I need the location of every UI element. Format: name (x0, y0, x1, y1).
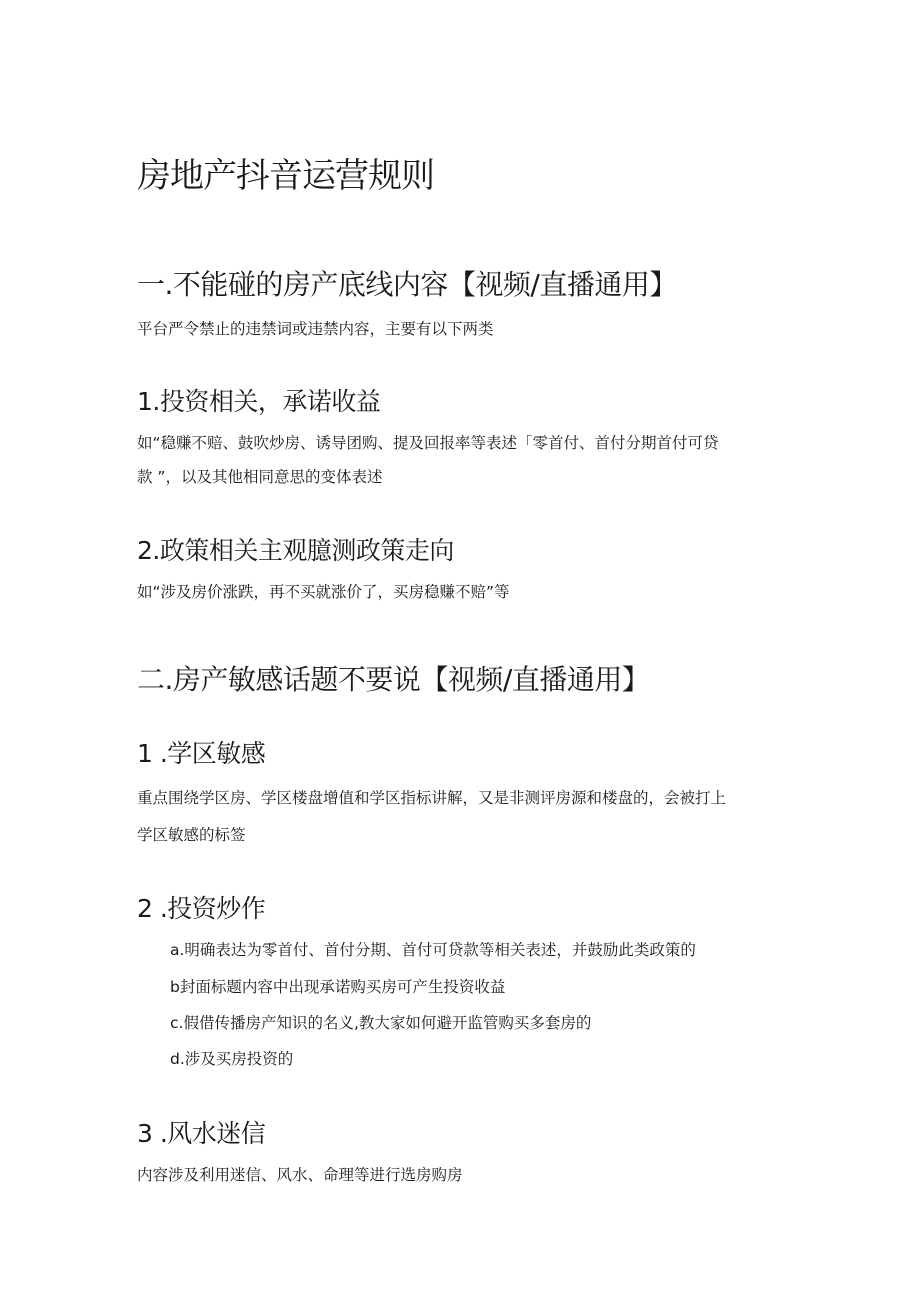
subsection-heading: 2.政策相关主观臆测政策走向 (137, 536, 454, 565)
subsection-heading: 2 .投资炒作 (137, 894, 266, 923)
list-item: a.明确表达为零首付、首付分期、首付可贷款等相关表述，并鼓励此类政策的 (170, 941, 696, 959)
section-intro: 平台严令禁止的违禁词或违禁内容，主要有以下两类 (137, 320, 494, 338)
paragraph-line: 如“涉及房价涨跌，再不买就涨价了，买房稳赚不赔”等 (137, 583, 510, 601)
subsection-heading: 1 .学区敏感 (137, 739, 266, 768)
paragraph-line: 内容涉及利用迷信、风水、命理等进行选房购房 (137, 1166, 463, 1184)
list-item: d.涉及买房投资的 (170, 1050, 294, 1068)
list-item: b封面标题内容中出现承诺购买房可产生投资收益 (170, 978, 506, 996)
document-title: 房地产抖音运营规则 (137, 156, 434, 196)
paragraph-line: 学区敏感的标签 (137, 826, 246, 844)
paragraph-line: 如“稳赚不赔、鼓吹炒房、诱导团购、提及回报率等表述「零首付、首付分期首付可贷 (137, 434, 719, 452)
list-item: c.假借传播房产知识的名义,教大家如何避开监管购买多套房的 (170, 1014, 592, 1032)
subsection-heading: 3 .风水迷信 (137, 1119, 266, 1148)
section-heading: 一.不能碰的房产底线内容【视频/直播通用】 (137, 268, 677, 301)
section-heading: 二.房产敏感话题不要说【视频/直播通用】 (137, 663, 650, 696)
subsection-heading: 1.投资相关，承诺收益 (137, 387, 381, 416)
paragraph-line: 款 ”，以及其他相同意思的变体表述 (137, 468, 383, 486)
paragraph-line: 重点围绕学区房、学区楼盘增值和学区指标讲解，又是非测评房源和楼盘的，会被打上 (137, 789, 727, 807)
